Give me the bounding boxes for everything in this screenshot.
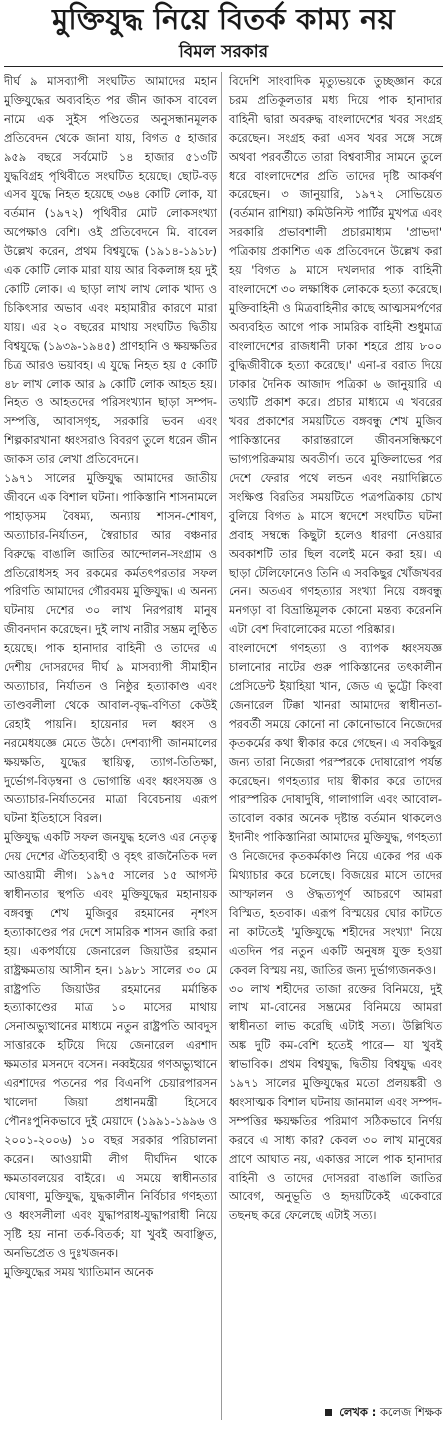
body-paragraph: দীর্ঘ ৯ মাসব্যাপী সংঘটিত আমাদের মহান মুক্তিযুদ্ধের অব্যবহিত পর জীন জাকস বাবেল নামে এক সুইস পণ্ডিতের অনুসন্ধানমূলক প্রতিবেদন থেকে জানা যায়, বিগত ৫ হাজার ৯৫৯ বছরে সর্বমোট ১৪ হাজার ৫১৩টি যুদ্ধবিগ্রহ পৃথিবীতে সংঘটিত হয়েছে। ছোট-বড় এসব যুদ্ধে নিহত হয়েছে ৩৬৪ কোটি লোক, যা বর্তমান (১৯৭২) পৃথিবীর মোট লোকসংখ্যা অপেক্ষাও বেশি। ওই প্রতিবেদনে মি. বাবেল উল্লেখ করেন, প্রথম বিশ্বযুদ্ধে (১৯১৪-১৯১৮) এক কোটি লোক মারা যায় আর বিকলাঙ্গ হয় দুই কোটি লোক। এ ছাড়া লাখ লাখ লোক খাদ্য ও চিকিৎসার অভাব এবং মহামারীর কারণে মারা যায়। এর ২০ বছরের মাথায় সংঘটিত দ্বিতীয় বিশ্বযুদ্ধে (১৯৩৯-১৯৪৫) প্রাণহানি ও ক্ষয়ক্ষতির চিত্র আরও ভয়াবহ। এ যুদ্ধে নিহত হয় ৫ কোটি ৪৮ লাখ লোক আর ৯ কোটি লোক আহত হয়। নিহত ও আহতদের পরিসংখ্যান ছাড়া সম্পদ-সম্পত্তি, আবাসগৃহ, সরকারি ভবন এবং শিল্পকারখানা ধ্বংসরাও বিবরণ তুলে ধরেন জীন জাকস তার লেখা প্রতিবেদনে। — [4, 74, 217, 467]
article-headline: মুক্তিযুদ্ধ নিয়ে বিতর্ক কাম্য নয় — [52, 2, 395, 36]
body-paragraph: মুক্তিযুদ্ধ একটি সফল জনযুদ্ধ হলেও এর নেতৃত্ব দেয় দেশের ঐতিহ্যবাহী ও বৃহৎ রাজনৈতিক দল আওয়ামী লীগ। ১৯৭৫ সালের ১৫ আগস্ট স্বাধীনতার স্থপতি এবং মুক্তিযুদ্ধের মহানায়ক বঙ্গবন্ধু শেখ মুজিবুর রহমানের নৃশংস হত্যাকাণ্ডের পর দেশে সামরিক শাসন জারি করা হয়। একপর্যায়ে জেনারেল জিয়াউর রহমান রাষ্ট্রক্ষমতায় আসীন হন। ১৯৮১ সালের ৩০ মে রাষ্ট্রপতি জিয়াউর রহমানের মর্মান্তিক হত্যাকাণ্ডের মাত্র ১০ মাসের মাথায় সেনাঅভ্যুত্থানের মাধ্যমে নতুন রাষ্ট্রপতি আবদুস সাত্তারকে হটিয়ে দিয়ে জেনারেল এরশাদ ক্ষমতার মসনদে বসেন। নব্বইয়ের গণঅভ্যুত্থানে এরশাদের পতনের পর বিএনপি চেয়ারপারসন খালেদা জিয়া প্রধানমন্ত্রী হিসেবে পৌনঃপুনিকভাবে দুই মেয়াদে (১৯৯১-১৯৯৬ ও ২০০১-২০০৬) ১০ বছর সরকার পরিচালনা করেন। আওয়ামী লীগ দীর্ঘদিন থাকে ক্ষমতাবলয়ের বাইরে। এ সময়ে স্বাধীনতার ঘোষণা, মুক্তিযুদ্ধ, যুদ্ধকালীন নির্বিচার গণহত্যা ও ধ্বংসলীলা এবং যুদ্ধাপরাধ-যুদ্ধাপরাধী নিয়ে সৃষ্টি হয় নানা তর্ক-বিতর্ক; যা খুবই অবাঞ্ছিত, অনভিপ্রেত ও দুঃখজনক। — [4, 830, 217, 1261]
body-paragraph: বিদেশি সাংবাদিক মৃত্যুভয়কে তুচ্ছজ্ঞান করে চরম প্রতিকূলতার মধ্য দিয়ে পাক হানাদার বাহিনী দ্বারা অবরুদ্ধ বাংলাদেশের খবর সংগ্রহ করেছেন। সংগ্রহ করা এসব খবর সঙ্গে সঙ্গে অথবা পরবর্তীতে তারা বিশ্ববাসীর সামনে তুলে ধরে বাংলাদেশের প্রতি তাদের দৃষ্টি আকর্ষণ করেছেন। ৩ জানুয়ারি, ১৯৭২ সোভিয়েত (বর্তমান রাশিয়া) কমিউনিস্ট পার্টির মুখপত্র এবং সরকারি প্রভাবশালী প্রচারমাধ্যম 'প্রাভদা' পত্রিকায় প্রকাশিত এক প্রতিবেদনে উল্লেখ করা হয় 'বিগত ৯ মাসে দখলদার পাক বাহিনী বাংলাদেশে ৩০ লক্ষাধিক লোককে হত্যা করেছে। মুক্তিবাহিনী ও মিত্রবাহিনীর কাছে আত্মসমর্পণের অব্যবহিত আগে পাক সামরিক বাহিনী শুধুমাত্র বাংলাদেশের রাজধানী ঢাকা শহরে প্রায় ৮০০ বুদ্ধিজীবীকে হত্যা করেছে।' এনা-র বরাত দিয়ে ঢাকার দৈনিক আজাদ পত্রিকা ৬ জানুয়ারি এ তথ্যটি প্রকাশ করে। প্রচার মাধ্যমে এ খবরের খবর প্রকাশের সময়টিতে বঙ্গবন্ধু শেখ মুজিব পাকিস্তানের কারান্তরালে জীবনসন্ধিক্ষণে ভাগ্যপরিক্রমায় অবতীর্ণ। তবে মুক্তিলাভের পর দেশে ফেরার পথে লন্ডন এবং নয়াদিল্লিতে সংক্ষিপ্ত বিরতির সময়টিতে পত্রপত্রিকায় চোখ বুলিয়ে বিগত ৯ মাসে স্বদেশে সংঘটিত ঘটনা প্রবাহ সম্বন্ধে কিছুটা হলেও ধারণা নেওয়ার অবকাশটি তার ছিল বলেই মনে করা হয়। এ ছাড়া টেলিফোনেও তিনি এ সবকিছুর খোঁজখবর নেন। অতএব গণহত্যার সংখ্যা নিয়ে বঙ্গবন্ধু মনগড়া বা বিভ্রান্তিমূলক কোনো মন্তব্য করেননি এটা বেশ দিবালোকের মতো পরিষ্কার। — [229, 74, 442, 637]
author-credit — [229, 1403, 442, 1421]
bullet-square-icon — [325, 1409, 332, 1416]
article-column-left — [4, 72, 217, 1282]
article-byline: বিমল সরকার — [178, 42, 269, 62]
author-credit-role: কলেজ শিক্ষক — [379, 1405, 442, 1419]
column-divider — [221, 72, 222, 1420]
body-paragraph: মুক্তিযুদ্ধের সময় খ্যাতিমান অনেক — [4, 1265, 154, 1280]
body-paragraph: বাংলাদেশে গণহত্যা ও ব্যাপক ধ্বংসযজ্ঞ চালানোর নাটের গুরু পাকিস্তানের তৎকালীন প্রেসিডেন্ট ইয়াহিয়া খান, জেড এ ভুট্টো কিংবা জেনারেল টিক্কা খানরা আমাদের স্বাধীনতা-পরবর্তী সময়ে কোনো না কোনোভাবে নিজেদের কৃতকর্মের কথা স্বীকার করে গেছেন। এ সবকিছুর জন্য তারা নিজেরা পরস্পরকে দোষারোপ পর্যন্ত করেছেন। গণহত্যার দায় স্বীকার করে তাদের পারস্পরিক দোষাদুষি, গালাগালি এবং আবোল-তাবোল বকার অনেক দৃষ্টান্ত বর্তমান থাকলেও ইদানীং পাকিস্তানিরা আমাদের মুক্তিযুদ্ধ, গণহত্যা ও নিজেদের কৃতকর্মকাণ্ড নিয়ে একের পর এক মিথ্যাচার করে চলেছে। বিজয়ের মাসে তাদের আস্ফালন ও ঔদ্ধত্যপূর্ণ আচরণে আমরা বিস্মিত, হতবাক। এরূপ বিস্ময়ের ঘোর কাটতে না কাটতেই 'মুক্তিযুদ্ধে শহীদের সংখ্যা' নিয়ে এতদিন পর নতুন একটি অনুষঙ্গ যুক্ত হওয়া কেবল বিস্ময় নয়, জাতির জন্য দুর্ভাগ্যজনকও। — [229, 641, 442, 977]
article-column-right — [229, 72, 442, 1225]
body-paragraph: ১৯৭১ সালের মুক্তিযুদ্ধ আমাদের জাতীয় জীবনে এক বিশাল ঘটনা। পাকিস্তানি শাসনামলে পাহাড়সম বৈষম্য, অন্যায় শাসন-শোষণ, অত্যাচার-নির্যাতন, স্বৈরাচার আর বঞ্চনার বিরুদ্ধে বাঙালি জাতির আন্দোলন-সংগ্রাম ও প্রতিরোধসহ সব রকমের কর্মতৎপরতার সফল পরিণতি আমাদের গৌরবময় মুক্তিযুদ্ধ। এ অনন্য ঘটনায় দেশের ৩০ লাখ নিরপরাধ মানুষ জীবনদান করেছেন। দুই লাখ নারীর সম্ভ্রম লুণ্ঠিত হয়েছে। পাক হানাদার বাহিনী ও তাদের এ দেশীয় দোসরদের দীর্ঘ ৯ মাসব্যাপী সীমাহীন অত্যাচার, নির্যাতন ও নিষ্ঠুর হত্যাকাণ্ড এবং তাণ্ডবলীলা থেকে আবাল-বৃদ্ধ-বণিতা কেউই রেহাই পায়নি। হায়েনার দল ধ্বংস ও নরমেধযজ্ঞে মেতে উঠে। দেশব্যাপী জানমালের ক্ষয়ক্ষতি, যুদ্ধের স্থায়িত্ব, ত্যাগ-তিতিক্ষা, দুর্ভোগ-বিড়ম্বনা ও ভোগান্তি এবং ধ্বংসযজ্ঞ ও অত্যাচার-নির্যাতনের মাত্রা বিবেচনায় এরূপ ঘটনা ইতিহাসে বিরল। — [4, 471, 217, 826]
body-paragraph: ৩০ লাখ শহীদের তাজা রক্তের বিনিময়ে, দুই লাখ মা-বোনের সম্ভ্রমের বিনিময়ে আমরা স্বাধীনতা লাভ করেছি এটাই সত্য। উল্লিখিত অঙ্ক দুটি কম-বেশি হতেই পারে— যা খুবই স্বাভাবিক। প্রথম বিশ্বযুদ্ধ, দ্বিতীয় বিশ্বযুদ্ধ এবং ১৯৭১ সালের মুক্তিযুদ্ধের মতো প্রলয়ঙ্করী ও ধ্বংসাত্মক বিশাল ঘটনায় জানমাল এবং সম্পদ-সম্পত্তির ক্ষয়ক্ষতির পরিমাণ সঠিকভাবে নির্ণয় করবে এ সাধ্য কার? কেবল ৩০ লাখ মানুষের প্রাণে আঘাত নয়, একাত্তর সালে পাক হানাদার বাহিনী ও তাদের দোসররা বাঙালি জাতির আবেগ, অনুভূতি ও হৃদয়টিকেই একেবারে তছনছ করে ফেলেছে এটাই সত্য। — [229, 981, 442, 1223]
header-divider — [4, 66, 443, 67]
author-credit-label: লেখক : — [339, 1405, 377, 1419]
